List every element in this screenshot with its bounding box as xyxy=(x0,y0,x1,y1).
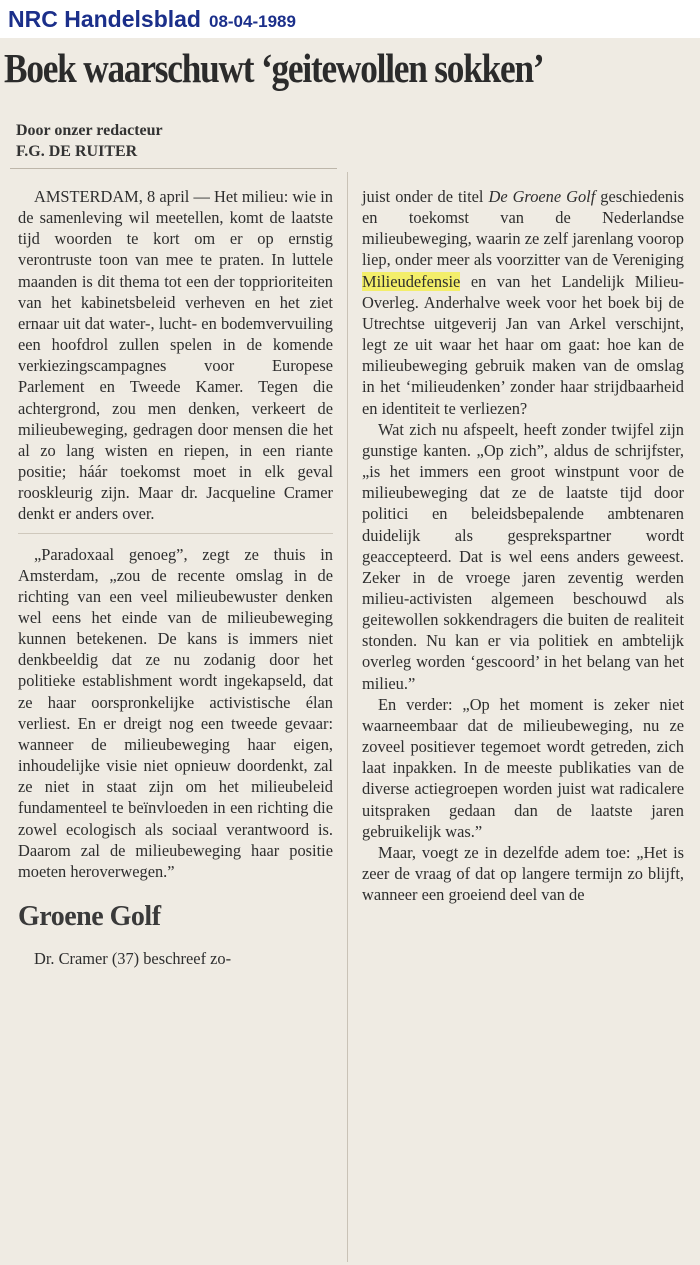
highlighted-text: Milieudefensie xyxy=(362,271,461,291)
paragraph xyxy=(362,186,684,419)
newspaper-clipping xyxy=(0,38,700,1265)
byline xyxy=(16,120,163,162)
paragraph: „Paradoxaal genoeg”, zegt ze thuis in Amsterdam, „zou de recente omslag in de richting van een veel milieubewuster denken wel eens het einde van de milieubeweging kunnen betekenen. De kans is immers niet denkbeeldig dat ze nu zodanig door het politieke establishment wordt ingekapseld, dat ze haar oorspronkelijke activistische élan verliest. En er dreigt nog een tweede gevaar: wanneer de milieubeweging haar eigen, inhoudelijke visie niet opnieuw doordenkt, zal ze niet in staat zijn om het milieubeleid fundamenteel te beïnvloeden in een richting die zowel ecologisch als sociaal verantwoord is. Daarom zal de milieubeweging haar positie moeten heroverwegen.” xyxy=(18,544,333,881)
book-title: De Groene Golf xyxy=(488,187,596,206)
column-separator xyxy=(347,172,348,1262)
left-column xyxy=(18,186,333,969)
subhead: Groene Golf xyxy=(18,901,161,932)
paragraph-rule xyxy=(18,533,333,534)
byline-author: F.G. DE RUITER xyxy=(16,143,138,160)
byline-rule xyxy=(10,168,337,169)
newspaper-name: NRC Handelsblad xyxy=(8,6,201,32)
publication-date: 08-04-1989 xyxy=(208,12,296,31)
text-run: geschiedenis en toekomst van de Nederlandse milieubeweging, waarin ze zelf jarenlang voorop liep, onder meer als voorzitter van de Vereniging xyxy=(362,187,685,270)
masthead xyxy=(8,6,296,36)
paragraph: Maar, voegt ze in dezelfde adem toe: „Het is zeer de vraag of dat op langere termijn zo blijft, wanneer een groeiend deel van de xyxy=(362,842,684,905)
right-column xyxy=(362,186,684,905)
article-headline: Boek waarschuwt ‘geitewollen sokken’ xyxy=(4,45,544,91)
byline-line: Door onzer redacteur xyxy=(16,122,163,139)
paragraph: AMSTERDAM, 8 april — Het milieu: wie in de samenleving wil meetellen, komt de laatste tijd woorden te kort om er op ernstig verontruste toon van mee te praten. In luttele maanden is dit thema tot een der topprioriteiten van het kabinetsbeleid verheven en het ziet ernaar uit dat water-, lucht- en bodemvervuiling een hoofdrol zullen spelen in de komende verkiezingscampagnes voor Europese Parlement en Tweede Kamer. Tegen die achtergrond, zou men denken, verkeert de milieubeweging, gedragen door mensen die het al zo lang wisten en riepen, in een riante positie; háár toekomst moet in elk geval rooskleurig zijn. Maar dr. Jacqueline Cramer denkt er anders over. xyxy=(18,187,333,524)
paragraph: Dr. Cramer (37) beschreef zo- xyxy=(34,949,232,968)
text-run: en van het Landelijk Milieu-Overleg. Anderhalve week voor het boek bij de Utrechtse uitgeverij Jan van Arkel verschijnt, legt ze uit waar het haar om gaat: hoe kan de milieubeweging gebruik maken van de omslag in het ‘milieudenken’ zonder haar strijdbaarheid en identiteit te verliezen? xyxy=(362,271,684,418)
text-run: juist onder de titel xyxy=(362,187,489,206)
paragraph: En verder: „Op het moment is zeker niet waarneembaar dat de milieubeweging, nu ze zoveel positiever tegemoet wordt getreden, zich laat inpakken. In de meeste publikaties van de diverse actiegroepen worden juist wat radicalere uitspraken gedaan dan de laatste jaren gebruikelijk was.” xyxy=(362,694,684,841)
paragraph: Wat zich nu afspeelt, heeft zonder twijfel zijn gunstige kanten. „Op zich”, aldus de schrijfster, „is het immers een groot winstpunt voor de milieubeweging dat ze de laatste tijd door politici en beleidsbepalende ambtenaren duidelijk als gesprekspartner wordt geaccepteerd. Dat is wel eens anders geweest. Zeker in de vroege jaren zeventig werden milieu-activisten algemeen beschouwd als geitewollen sokkendragers die buiten de realiteit stonden. Nu kan er via politiek en ambtelijk overleg worden ‘gescoord’ in het belang van het milieu.” xyxy=(362,419,684,693)
